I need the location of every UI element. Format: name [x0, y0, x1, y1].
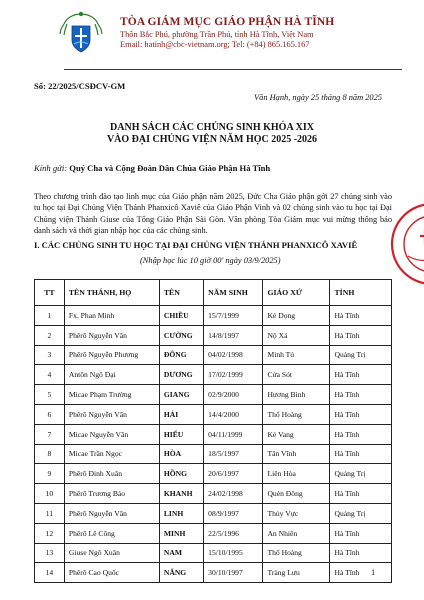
parish: Kẻ Vang	[263, 424, 330, 444]
saint-and-family-name: Giuse Ngô Xuân	[64, 543, 159, 563]
saint-and-family-name: Antôn Ngô Đại	[64, 365, 159, 385]
province: Hà Tĩnh	[330, 365, 392, 385]
col-header-tt: TT	[35, 280, 65, 306]
given-name: GIANG	[159, 385, 203, 405]
province: Hà Tĩnh	[330, 444, 392, 464]
table-row	[35, 563, 392, 583]
organization-address: Thôn Bắc Phú, phường Trần Phú, tỉnh Hà Tĩnh, Việt Nam	[120, 30, 314, 39]
parish: Quèn Đông	[263, 484, 330, 504]
document-number: Số: 22/2025/CSĐCV-GM	[34, 81, 126, 91]
diocese-crest-icon	[58, 10, 104, 56]
parish: Thổ Hoàng	[263, 404, 330, 424]
given-name: NĂNG	[159, 563, 203, 583]
col-header-saint-name: TÊN THÁNH, HỌ	[64, 280, 159, 306]
row-number: 7	[35, 424, 65, 444]
letterhead	[120, 16, 420, 49]
saint-and-family-name: Phêrô Nguyễn Phương	[64, 345, 159, 365]
row-number: 9	[35, 464, 65, 484]
document-title: DANH SÁCH CÁC CHỦNG SINH KHÓA XIX	[110, 122, 314, 133]
birth-date: 17/02/1999	[204, 365, 263, 385]
given-name: DƯƠNG	[159, 365, 203, 385]
parish: Minh Tú	[263, 345, 330, 365]
table-row	[35, 325, 392, 345]
table-row	[35, 365, 392, 385]
given-name: HỒNG	[159, 464, 203, 484]
row-number: 1	[35, 306, 65, 326]
birth-date: 02/9/2000	[204, 385, 263, 405]
parish: Hương Bình	[263, 385, 330, 405]
birth-date: 24/02/1998	[204, 484, 263, 504]
row-number: 14	[35, 563, 65, 583]
saint-and-family-name: Micae Trần Ngọc	[64, 444, 159, 464]
parish: Cửa Sót	[263, 365, 330, 385]
row-number: 6	[35, 404, 65, 424]
table-row	[35, 345, 392, 365]
col-header-birth: NĂM SINH	[204, 280, 263, 306]
table-row	[35, 464, 392, 484]
table-header-row	[35, 280, 392, 306]
province: Hà Tĩnh	[330, 523, 392, 543]
birth-date: 04/11/1999	[204, 424, 263, 444]
saint-and-family-name: Micae Nguyễn Văn	[64, 424, 159, 444]
province: Hà Tĩnh	[330, 404, 392, 424]
recipient-line	[34, 163, 270, 173]
document-date: Văn Hạnh, ngày 25 tháng 8 năm 2025	[254, 93, 382, 102]
row-number: 5	[35, 385, 65, 405]
row-number: 11	[35, 503, 65, 523]
saint-and-family-name: Phêrô Nguyễn Văn	[64, 325, 159, 345]
official-stamp-icon	[390, 196, 424, 292]
table-row	[35, 484, 392, 504]
row-number: 2	[35, 325, 65, 345]
header-divider	[64, 69, 402, 70]
table-row	[35, 444, 392, 464]
province: Quảng Trị	[330, 503, 392, 523]
col-header-parish: GIÁO XỨ	[263, 280, 330, 306]
document-subtitle: VÀO ĐẠI CHỦNG VIỆN NĂM HỌC 2025 -2026	[106, 134, 318, 145]
row-number: 12	[35, 523, 65, 543]
birth-date: 15/7/1999	[204, 306, 263, 326]
saint-and-family-name: Fx. Phan Minh	[64, 306, 159, 326]
organization-name: TÒA GIÁM MỤC GIÁO PHẬN HÀ TĨNH	[120, 16, 335, 28]
saint-and-family-name: Micae Phạm Trường	[64, 385, 159, 405]
province: Hà Tĩnh	[330, 306, 392, 326]
parish: Nộ Xá	[263, 325, 330, 345]
province: Quảng Trị	[330, 464, 392, 484]
parish: An Nhiên	[263, 523, 330, 543]
table-row	[35, 523, 392, 543]
birth-date: 14/8/1997	[204, 325, 263, 345]
table-row	[35, 404, 392, 424]
saint-and-family-name: Phêrô Nguyễn Văn	[64, 404, 159, 424]
given-name: ĐÔNG	[159, 345, 203, 365]
table-row	[35, 543, 392, 563]
col-header-province: TỈNH	[330, 280, 392, 306]
birth-date: 22/5/1996	[204, 523, 263, 543]
seminarian-table	[34, 279, 392, 583]
organization-contact: Email: hatinh@cbc-vietnam.org; Tel: (+84) 865.165.167	[120, 40, 310, 49]
row-number: 10	[35, 484, 65, 504]
province: Quảng Trị	[330, 345, 392, 365]
province: Hà Tĩnh	[330, 543, 392, 563]
given-name: HIẾU	[159, 424, 203, 444]
section-title: I. CÁC CHỦNG SINH TU HỌC TẠI ĐẠI CHỦNG VIỆN THÁNH PHANXICÔ XAVIÊ	[34, 240, 358, 250]
province: Hà Tĩnh	[330, 385, 392, 405]
recipient-label: Kính gửi:	[34, 163, 68, 173]
row-number: 4	[35, 365, 65, 385]
saint-and-family-name: Phêrô Đinh Xuân	[64, 464, 159, 484]
intro-paragraph: Theo chương trình đào tạo linh mục của Giáo phận năm 2025, Đức Cha Giáo phận gởi 27 chủng sinh vào tu học tại Đại Chủng Viện Thánh Phanxicô Xaviê của Giáo Phận Vinh và 02 chủng sinh vào tu học tại Đại Chủng viện Thánh Giuse của Tổng Giáo Phận Sài Gòn. Văn phòng Tòa Giám mục vui mừng thông báo danh sách và thời gian nhập học của các chủng sinh.	[34, 192, 392, 235]
saint-and-family-name: Phêrô Lê Công	[64, 523, 159, 543]
province: Hà Tĩnh	[330, 325, 392, 345]
parish: Tân Vĩnh	[263, 444, 330, 464]
col-header-name: TÊN	[159, 280, 203, 306]
table-row	[35, 424, 392, 444]
given-name: KHANH	[159, 484, 203, 504]
birth-date: 18/5/1997	[204, 444, 263, 464]
province: Hà Tĩnh	[330, 563, 392, 583]
birth-date: 08/9/1997	[204, 503, 263, 523]
saint-and-family-name: Phêrô Trương Bảo	[64, 484, 159, 504]
birth-date: 30/10/1997	[204, 563, 263, 583]
birth-date: 04/02/1998	[204, 345, 263, 365]
row-number: 8	[35, 444, 65, 464]
table-row	[35, 306, 392, 326]
given-name: LINH	[159, 503, 203, 523]
given-name: CHIỀU	[159, 306, 203, 326]
parish: Tràng Lưu	[263, 563, 330, 583]
parish: Liên Hòa	[263, 464, 330, 484]
birth-date: 15/10/1995	[204, 543, 263, 563]
recipient-value: Quý Cha và Cộng Đoàn Dân Chúa Giáo Phận Hà Tĩnh	[69, 163, 271, 173]
parish: Kẻ Dọng	[263, 306, 330, 326]
page-number: 1	[371, 568, 376, 577]
saint-and-family-name: Phêrô Nguyễn Văn	[64, 503, 159, 523]
row-number: 3	[35, 345, 65, 365]
table-row	[35, 503, 392, 523]
province: Hà Tĩnh	[330, 424, 392, 444]
birth-date: 20/6/1997	[204, 464, 263, 484]
given-name: HẢI	[159, 404, 203, 424]
saint-and-family-name: Phêrô Cao Quốc	[64, 563, 159, 583]
given-name: HÒA	[159, 444, 203, 464]
parish: Thổ Hoàng	[263, 543, 330, 563]
section-note: (Nhập học lúc 10 giờ 00' ngày 03/9/2025)	[140, 256, 281, 265]
given-name: NAM	[159, 543, 203, 563]
birth-date: 14/4/2000	[204, 404, 263, 424]
row-number: 13	[35, 543, 65, 563]
province: Hà Tĩnh	[330, 484, 392, 504]
given-name: CƯỜNG	[159, 325, 203, 345]
parish: Thủy Vực	[263, 503, 330, 523]
given-name: MINH	[159, 523, 203, 543]
table-row	[35, 385, 392, 405]
